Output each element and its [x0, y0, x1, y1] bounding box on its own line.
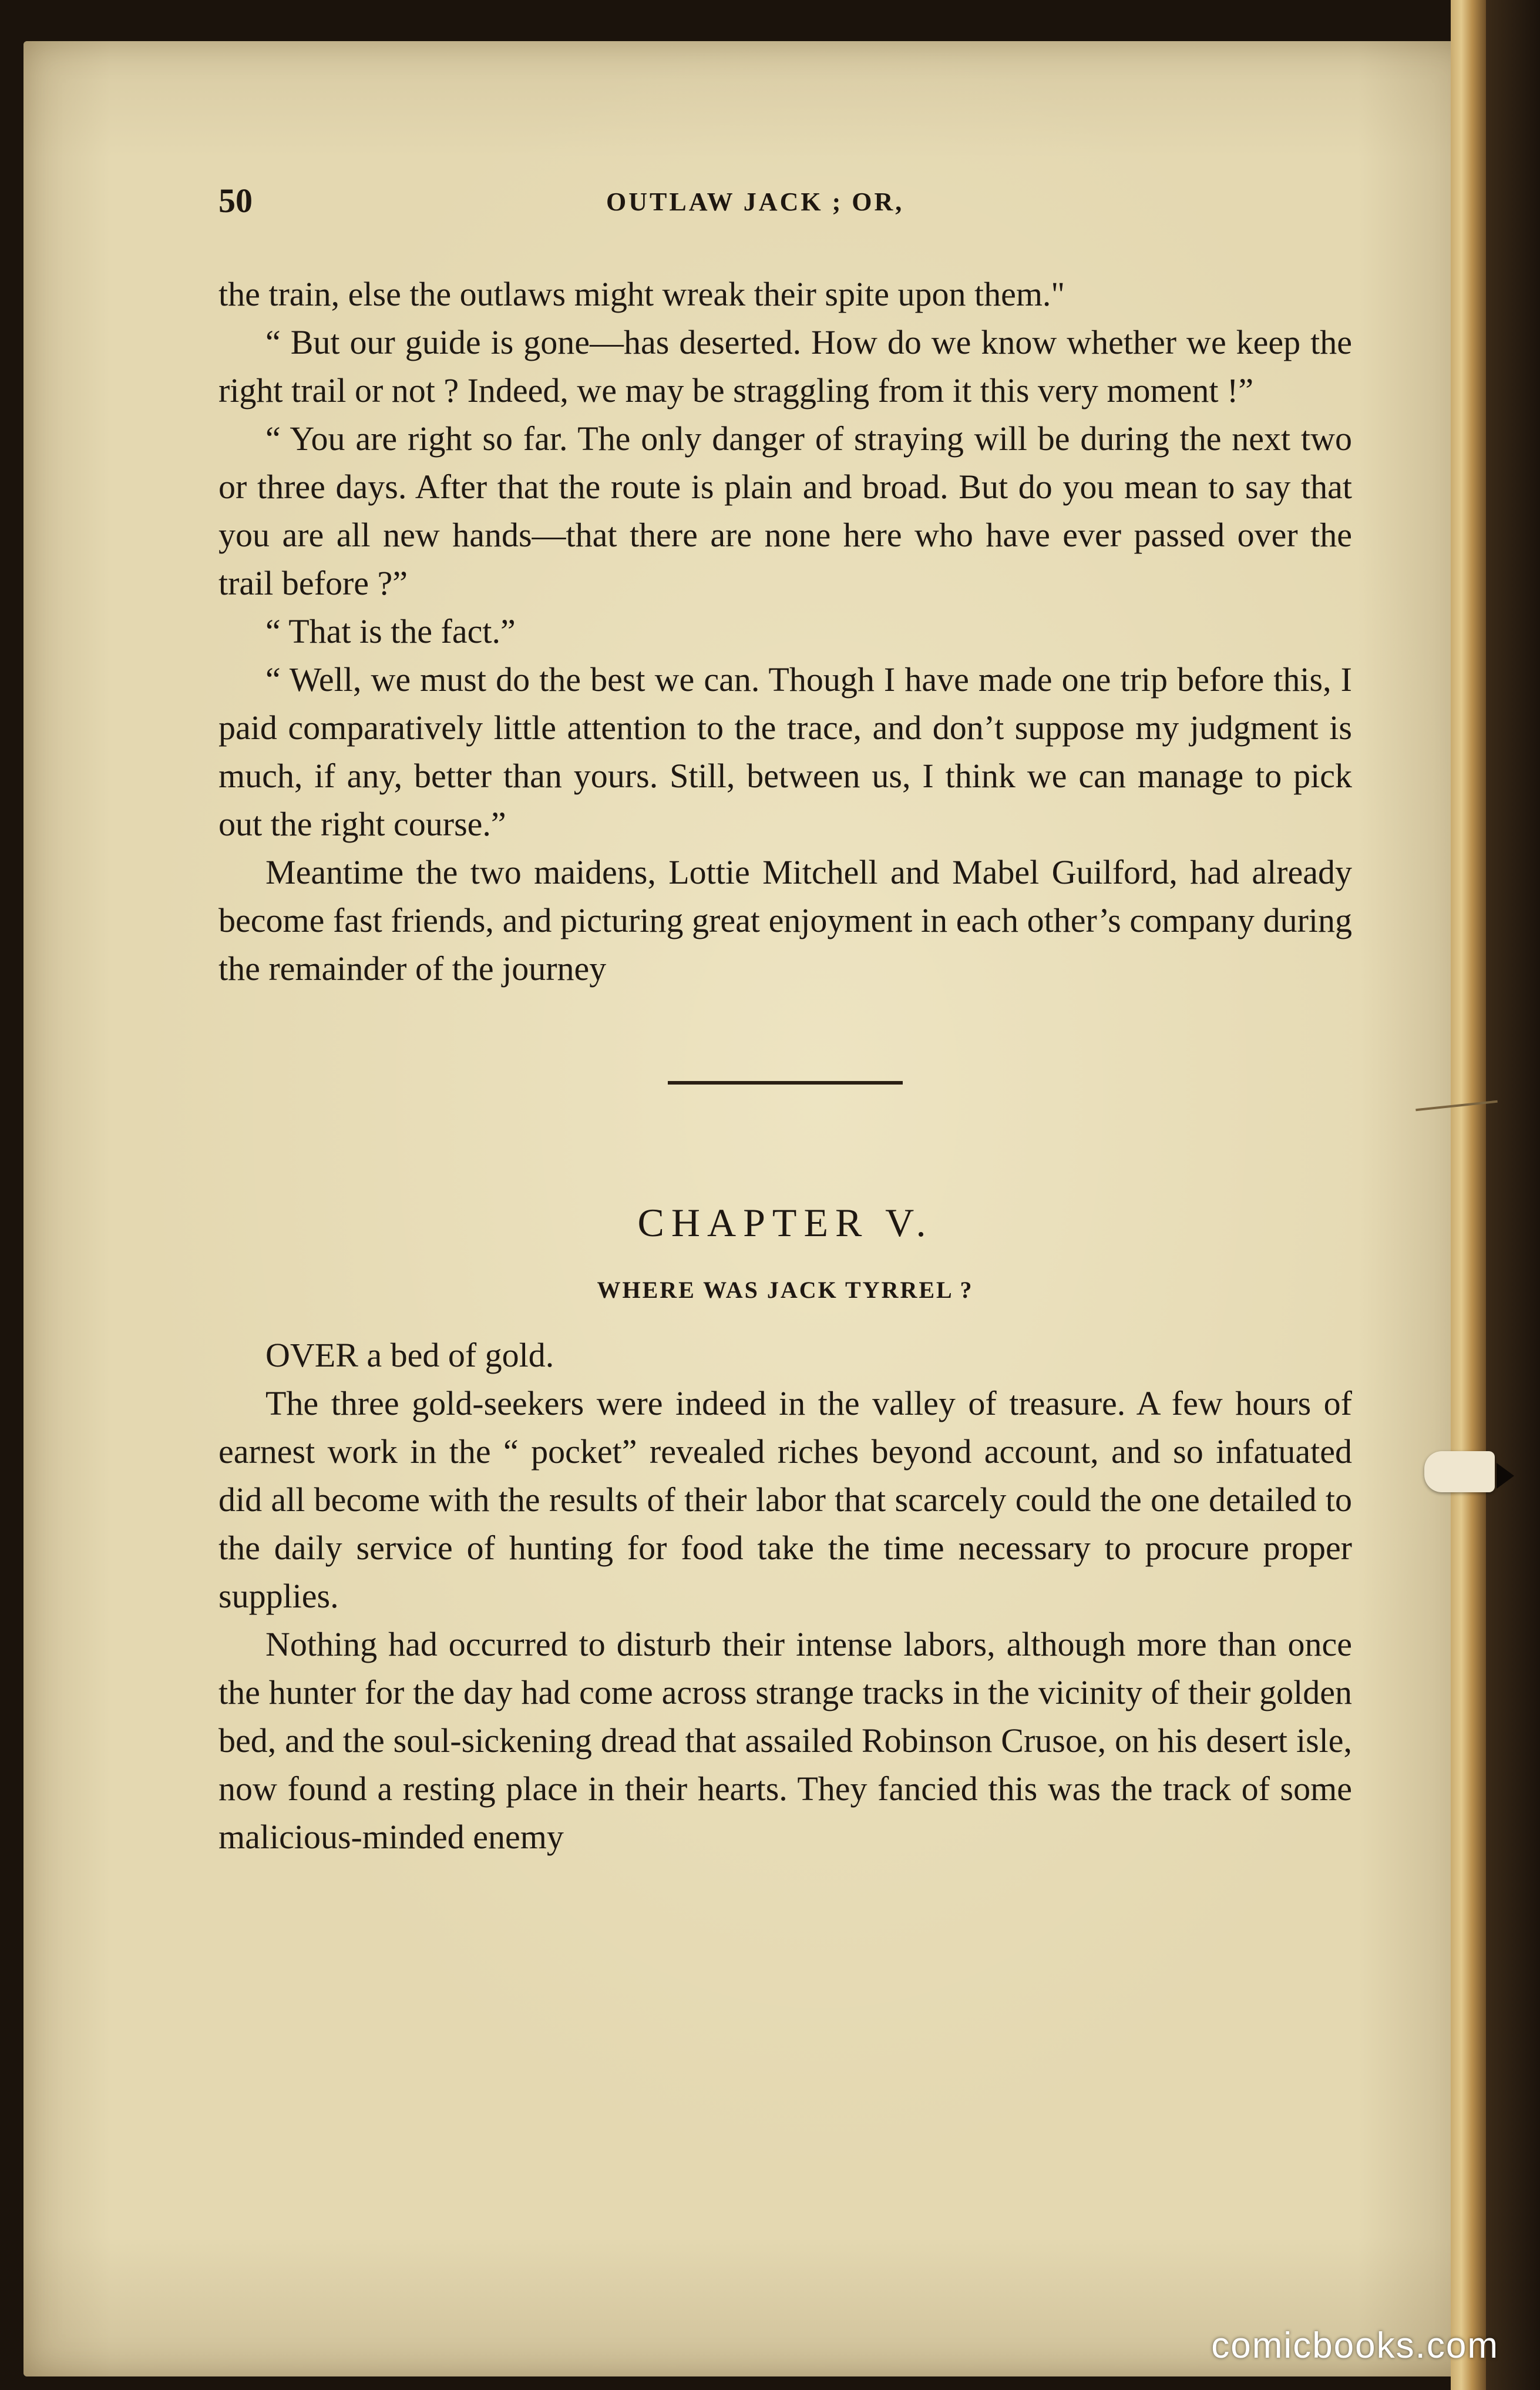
binding-edge	[1486, 0, 1540, 2390]
paragraph: The three gold-seekers were indeed in the valley of treasure. A few hours of earnest work in the “ pocket” revealed riches beyond account, and so infatuated did all become with the results of their labor that scarcely could the one detailed to the daily service of hunting for food take the time necessary to procure proper supplies.	[218, 1384, 1352, 1615]
page-binding	[1451, 0, 1486, 2390]
paragraph: “ Well, we must do the best we can. Though I have made one trip before this, I paid comparatively little attention to the trace, and don’t suppose my judgment is much, if any, better than yours. Still, between us, I think we can manage to pick out the right course.”	[218, 660, 1352, 843]
paragraph: Meantime the two maidens, Lottie Mitchell and Mabel Guilford, had already become fast friends, and picturing great enjoyment in each other’s company during the remainder of the journey	[218, 853, 1352, 988]
paragraph: OVER a bed of gold.	[265, 1336, 554, 1374]
page-header	[218, 181, 1352, 222]
paragraph: Nothing had occurred to disturb their intense labors, although more than once the hunter for the day had come across strange tracks in the vicinity of their golden bed, and the soul-sickening dread that assailed Robinson Crusoe, on his desert isle, now found a resting place in their hearts. They fancied this was the track of some malicious-minded enemy	[218, 1625, 1352, 1856]
running-head: OUTLAW JACK ; OR,	[606, 187, 905, 216]
paragraph: “ That is the fact.”	[265, 612, 516, 650]
chapter-title: CHAPTER V.	[637, 1200, 933, 1245]
paragraph: “ You are right so far. The only danger of straying will be during the next two or three days. After that the route is plain and broad. But do you mean to say that you are all new hands—that there are none here who have ever passed over the trail before ?”	[218, 419, 1352, 602]
paper-tab	[1424, 1451, 1495, 1492]
chapter-subtitle: WHERE WAS JACK TYRREL ?	[597, 1277, 974, 1303]
section-divider	[668, 1081, 903, 1085]
paragraph: the train, else the outlaws might wreak their spite upon them."	[218, 275, 1065, 313]
page-body	[218, 270, 1352, 1861]
watermark: comicbooks.com	[1211, 2325, 1499, 2366]
page-number: 50	[218, 182, 253, 220]
tab-arrow-icon	[1497, 1463, 1514, 1489]
paragraph: “ But our guide is gone—has deserted. How do we know whether we keep the right trail or not ? Indeed, we may be straggling from it this very moment !”	[218, 323, 1352, 409]
